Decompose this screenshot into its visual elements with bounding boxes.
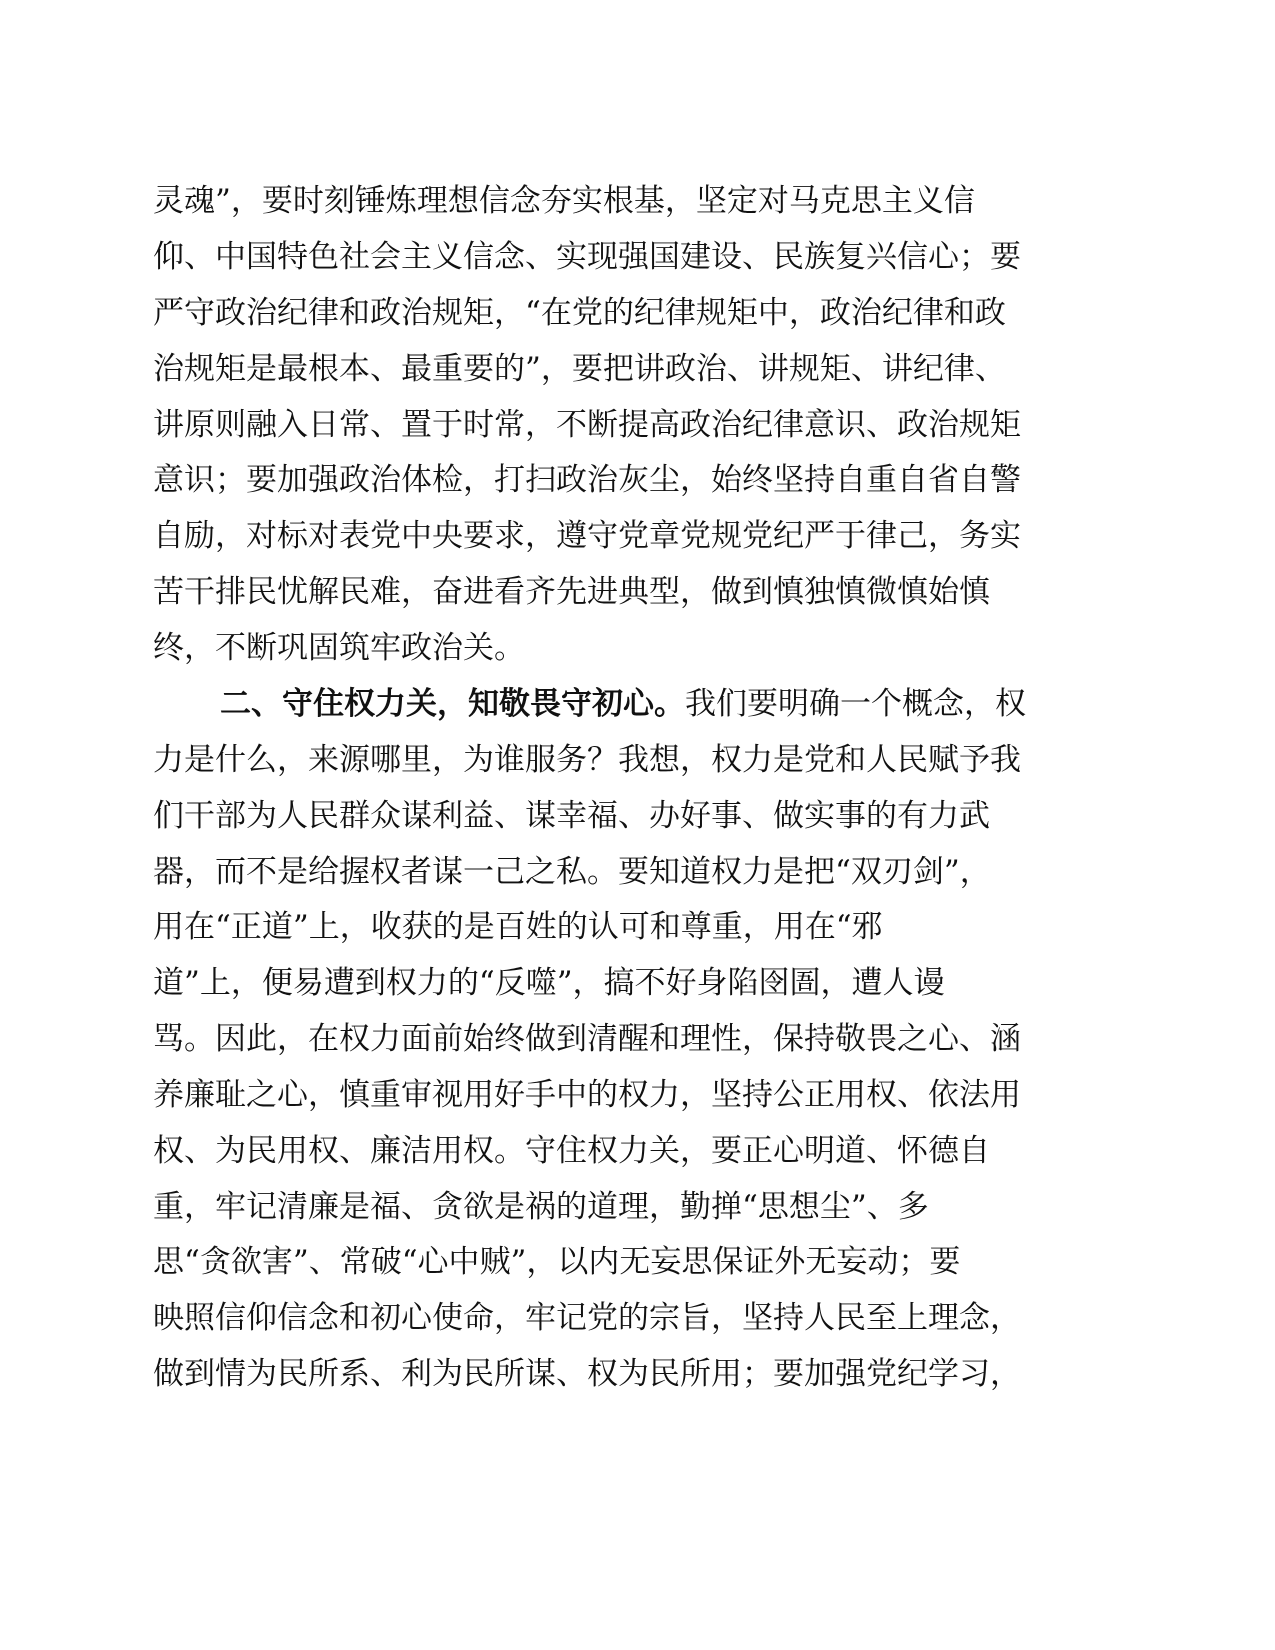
text-line: 力是什么，来源哪里，为谁服务？我想，权力是党和人民赋予我 xyxy=(153,742,1021,778)
text-line: 们干部为人民群众谋利益、谋幸福、办好事、做实事的有力武 xyxy=(153,798,990,834)
text-line: 仰、中国特色社会主义信念、实现强国建设、民族复兴信心；要 xyxy=(153,239,1021,275)
text-line: 严守政治纪律和政治规矩，“在党的纪律规矩中，政治纪律和政 xyxy=(153,295,1006,331)
heading-line-rest: 我们要明确一个概念，权 xyxy=(685,686,1026,722)
text-line: 思“贪欲害”、常破“心中贼”，以内无妄思保证外无妄动；要 xyxy=(153,1244,961,1280)
text-line: 映照信仰信念和初心使命，牢记党的宗旨，坚持人民至上理念， xyxy=(153,1300,1021,1336)
text-line: 自励，对标对表党中央要求，遵守党章党规党纪严于律己，务实 xyxy=(153,518,1021,554)
text-line: 骂。因此，在权力面前始终做到清醒和理性，保持敬畏之心、涵 xyxy=(153,1021,1021,1057)
text-line: 养廉耻之心，慎重审视用好手中的权力，坚持公正用权、依法用 xyxy=(153,1077,1021,1113)
text-line: 重，牢记清廉是福、贪欲是祸的道理，勤掸“思想尘”、多 xyxy=(153,1189,929,1225)
text-line: 用在“正道”上，收获的是百姓的认可和尊重，用在“邪 xyxy=(153,909,883,945)
section-heading: 二、守住权力关，知敬畏守初心。 xyxy=(220,686,685,722)
section-heading-line xyxy=(220,675,1093,733)
text-line: 做到情为民所系、利为民所谋、权为民所用；要加强党纪学习， xyxy=(153,1356,1021,1392)
text-line: 终，不断巩固筑牢政治关。 xyxy=(153,630,525,666)
text-line: 道”上，便易遭到权力的“反噬”，搞不好身陷囹圄，遭人谩 xyxy=(153,965,945,1001)
text-line: 灵魂”，要时刻锤炼理想信念夯实根基，坚定对马克思主义信 xyxy=(153,183,975,219)
text-line: 权、为民用权、廉洁用权。守住权力关，要正心明道、怀德自 xyxy=(153,1133,990,1169)
text-line: 讲原则融入日常、置于时常，不断提高政治纪律意识、政治规矩 xyxy=(153,407,1021,443)
text-line: 治规矩是最根本、最重要的”，要把讲政治、讲规矩、讲纪律、 xyxy=(153,351,1006,387)
text-line: 苦干排民忧解民难，奋进看齐先进典型，做到慎独慎微慎始慎 xyxy=(153,574,990,610)
text-line: 器，而不是给握权者谋一己之私。要知道权力是把“双刃剑”， xyxy=(153,854,991,890)
text-line: 意识；要加强政治体检，打扫政治灰尘，始终坚持自重自省自警 xyxy=(153,462,1021,498)
